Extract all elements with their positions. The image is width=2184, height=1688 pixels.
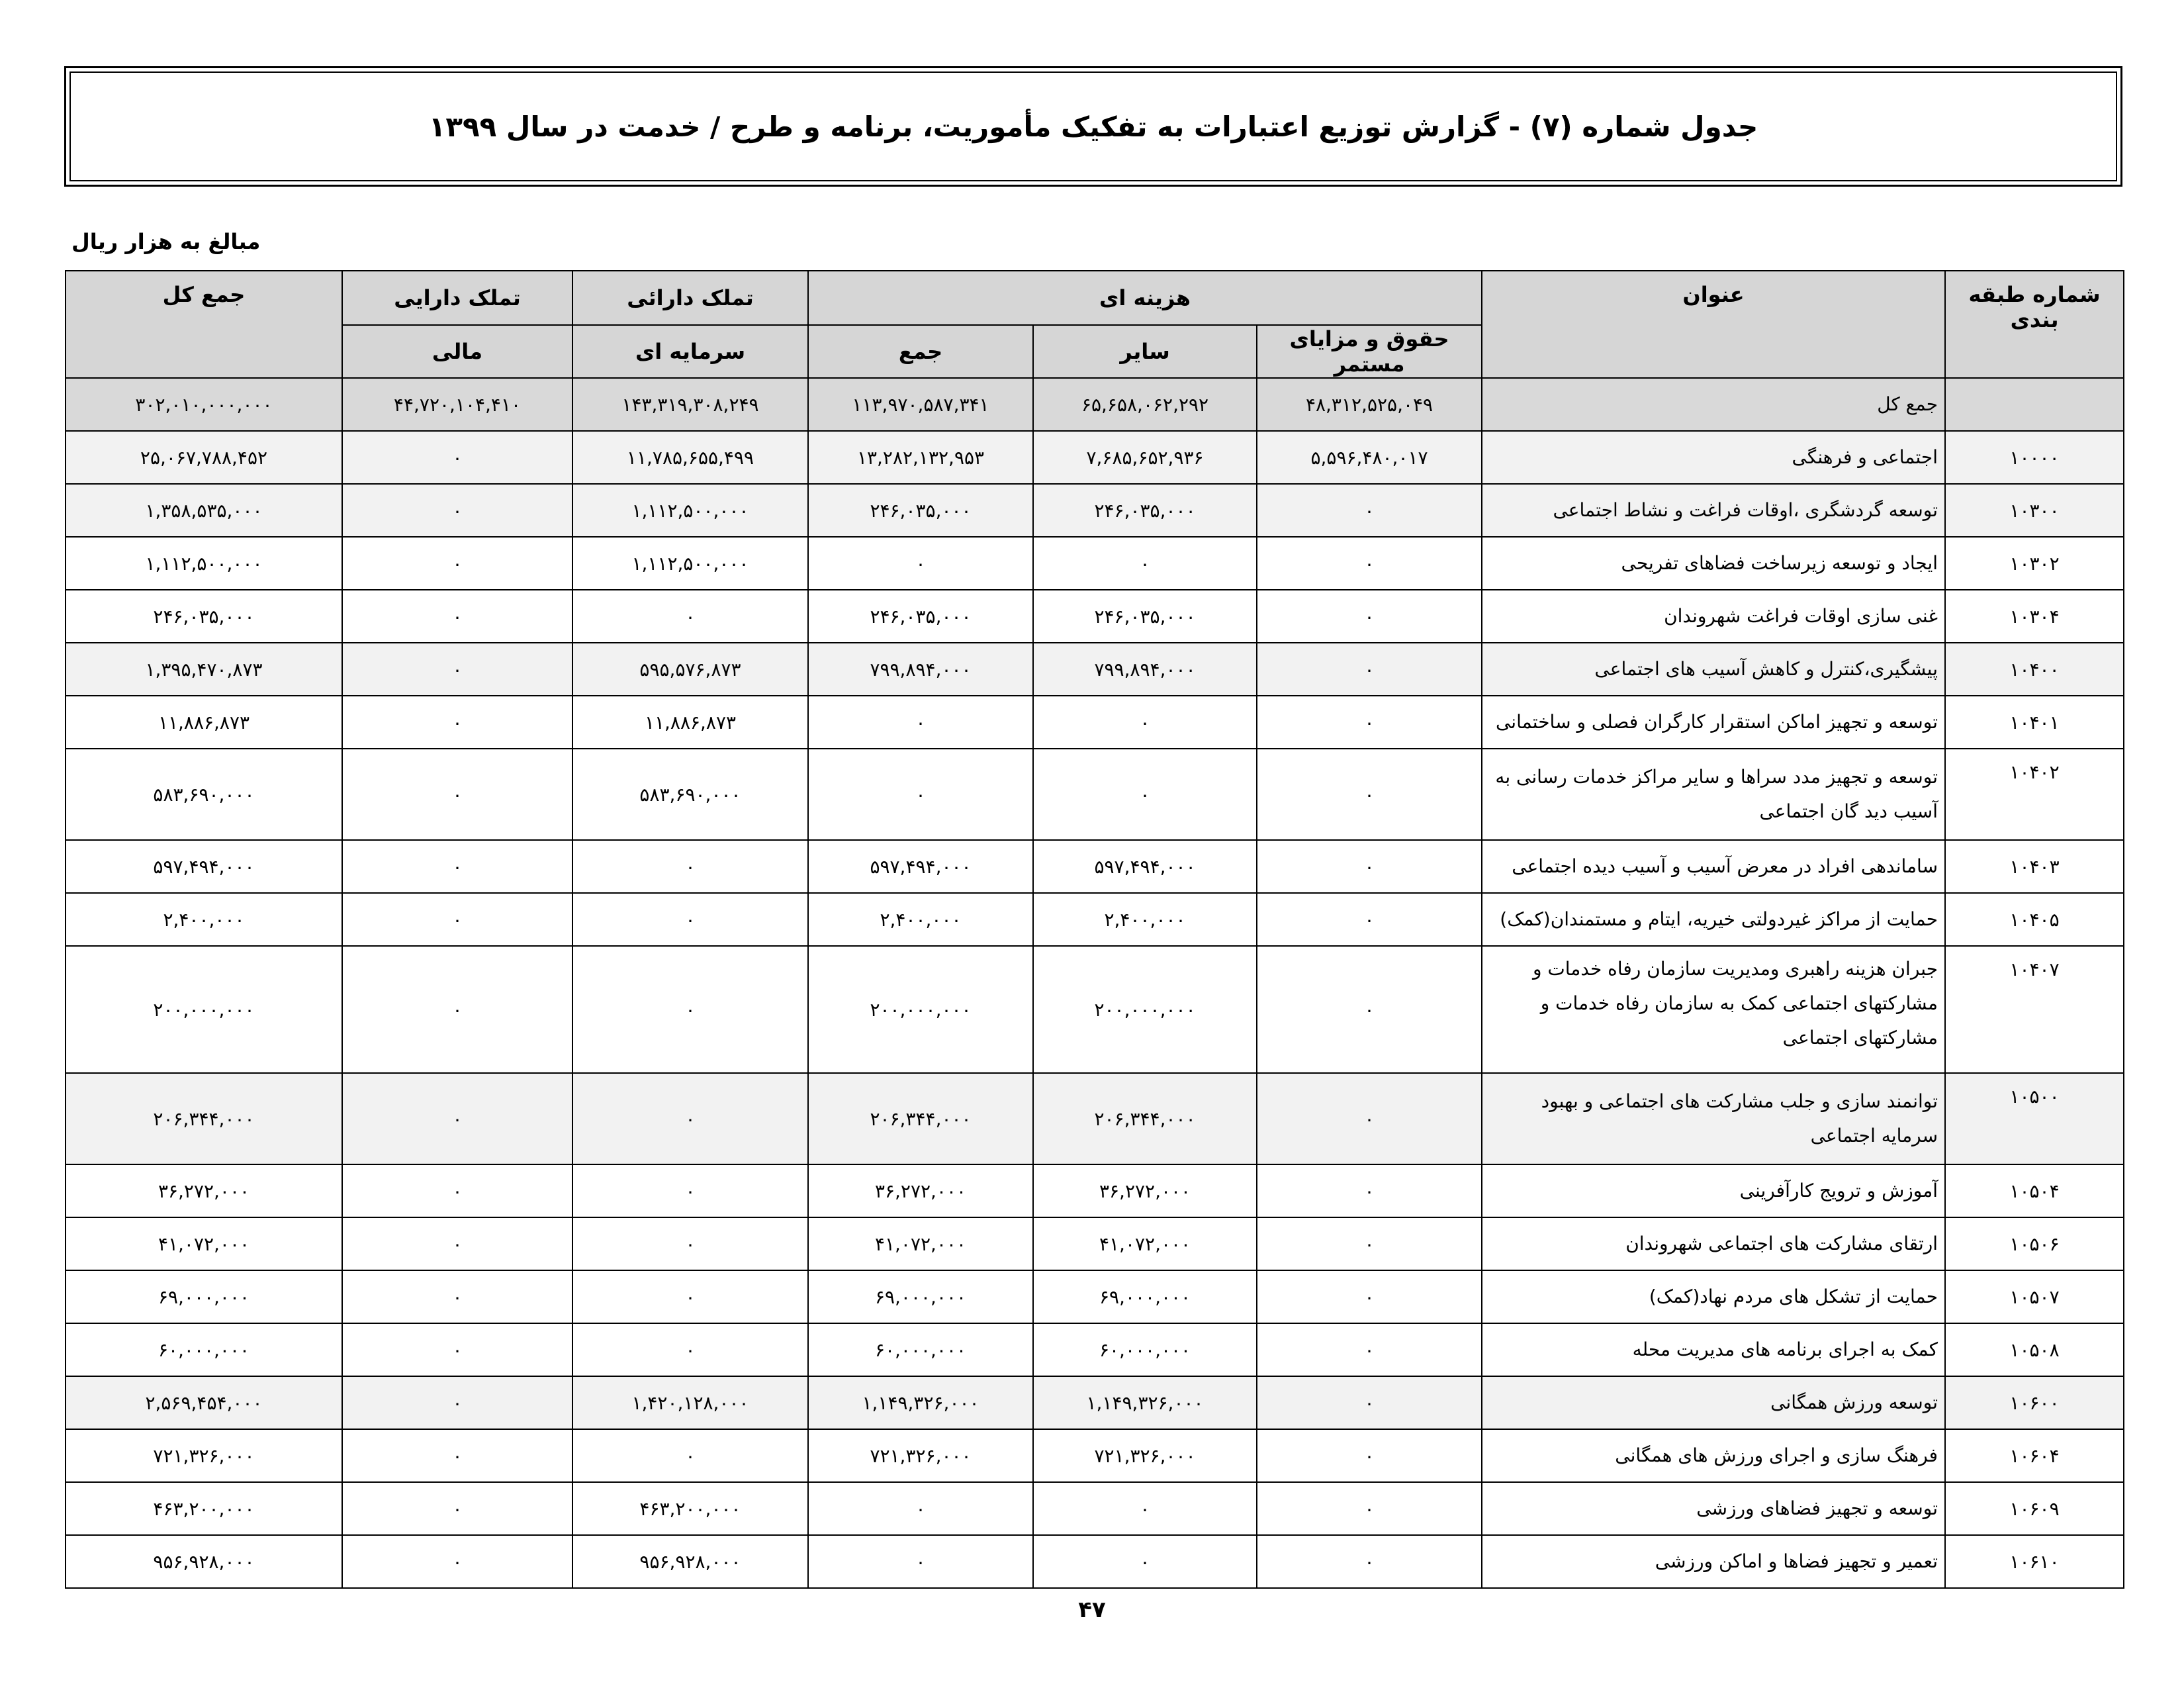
row-other: ۶۵,۶۵۸,۰۶۲,۲۹۲ [1033, 378, 1257, 431]
row-other: ۰ [1033, 1482, 1257, 1535]
row-code: ۱۰۴۰۱ [1945, 696, 2124, 749]
row-salaries: ۰ [1257, 1323, 1482, 1376]
row-other: ۲۰۶,۳۴۴,۰۰۰ [1033, 1073, 1257, 1164]
row-capital: ۰ [572, 1164, 808, 1217]
row-other: ۲۴۶,۰۳۵,۰۰۰ [1033, 484, 1257, 537]
row-capital: ۰ [572, 840, 808, 893]
row-salaries: ۰ [1257, 749, 1482, 840]
row-capital: ۱,۱۱۲,۵۰۰,۰۰۰ [572, 537, 808, 590]
table-row [66, 893, 2124, 946]
row-code: ۱۰۳۰۰ [1945, 484, 2124, 537]
row-code: ۱۰۴۰۰ [1945, 643, 2124, 696]
row-title: توسعه ورزش همگانی [1482, 1376, 1945, 1429]
row-capital: ۰ [572, 893, 808, 946]
row-expense-sum: ۷۹۹,۸۹۴,۰۰۰ [808, 643, 1033, 696]
row-salaries: ۰ [1257, 1217, 1482, 1270]
row-financial: ۰ [342, 840, 572, 893]
row-expense-sum: ۶۰,۰۰۰,۰۰۰ [808, 1323, 1033, 1376]
row-salaries: ۰ [1257, 946, 1482, 1073]
row-financial: ۰ [342, 431, 572, 484]
row-total: ۲,۴۰۰,۰۰۰ [66, 893, 342, 946]
unit-note: مبالغ به هزار ریال [71, 229, 261, 254]
row-total: ۹۵۶,۹۲۸,۰۰۰ [66, 1535, 342, 1588]
row-expense-sum: ۱,۱۴۹,۳۲۶,۰۰۰ [808, 1376, 1033, 1429]
row-title: حمایت از تشکل های مردم نهاد(کمک) [1482, 1270, 1945, 1323]
header-other: سایر [1033, 325, 1257, 378]
row-title: توسعه و تجهیز مدد سراها و سایر مراکز خدمات رسانی به آسیب دید گان اجتماعی [1482, 749, 1945, 840]
row-title: توانمند سازی و جلب مشارکت های اجتماعی و بهبود سرمایه اجتماعی [1482, 1073, 1945, 1164]
row-other: ۰ [1033, 1535, 1257, 1588]
row-salaries: ۰ [1257, 1429, 1482, 1482]
row-code [1945, 378, 2124, 431]
header-expense-sum: جمع [808, 325, 1033, 378]
row-code: ۱۰۶۰۴ [1945, 1429, 2124, 1482]
row-code: ۱۰۴۰۲ [1945, 749, 2124, 840]
row-other: ۷۹۹,۸۹۴,۰۰۰ [1033, 643, 1257, 696]
header-financial-bottom: مالی [342, 325, 572, 378]
table-row [66, 840, 2124, 893]
row-expense-sum: ۷۲۱,۳۲۶,۰۰۰ [808, 1429, 1033, 1482]
row-financial: ۰ [342, 484, 572, 537]
header-name: عنوان [1482, 271, 1945, 378]
row-expense-sum: ۰ [808, 749, 1033, 840]
row-title: پیشگیری،کنترل و کاهش آسیب های اجتماعی [1482, 643, 1945, 696]
row-expense-sum: ۰ [808, 696, 1033, 749]
row-other: ۱,۱۴۹,۳۲۶,۰۰۰ [1033, 1376, 1257, 1429]
row-code: ۱۰۴۰۵ [1945, 893, 2124, 946]
row-capital: ۱۱,۷۸۵,۶۵۵,۴۹۹ [572, 431, 808, 484]
row-expense-sum: ۲۰۰,۰۰۰,۰۰۰ [808, 946, 1033, 1073]
row-financial: ۰ [342, 1323, 572, 1376]
budget-table [65, 270, 2124, 1589]
row-total: ۲۴۶,۰۳۵,۰۰۰ [66, 590, 342, 643]
row-capital: ۰ [572, 1270, 808, 1323]
table-row [66, 749, 2124, 840]
row-title: توسعه و تجهیز اماکن استقرار کارگران فصلی و ساختمانی [1482, 696, 1945, 749]
row-other: ۷۲۱,۳۲۶,۰۰۰ [1033, 1429, 1257, 1482]
row-total: ۳۶,۲۷۲,۰۰۰ [66, 1164, 342, 1217]
row-capital: ۰ [572, 1429, 808, 1482]
row-code: ۱۰۴۰۳ [1945, 840, 2124, 893]
row-expense-sum: ۱۱۳,۹۷۰,۵۸۷,۳۴۱ [808, 378, 1033, 431]
row-capital: ۱,۱۱۲,۵۰۰,۰۰۰ [572, 484, 808, 537]
row-total: ۲۰۰,۰۰۰,۰۰۰ [66, 946, 342, 1073]
table-row [66, 1073, 2124, 1164]
row-capital: ۵۸۳,۶۹۰,۰۰۰ [572, 749, 808, 840]
header-capital-bottom: سرمایه ای [572, 325, 808, 378]
row-salaries: ۰ [1257, 484, 1482, 537]
table-row [66, 946, 2124, 1073]
row-total: ۱,۳۵۸,۵۳۵,۰۰۰ [66, 484, 342, 537]
row-salaries: ۰ [1257, 1270, 1482, 1323]
row-capital: ۱۱,۸۸۶,۸۷۳ [572, 696, 808, 749]
row-other: ۰ [1033, 537, 1257, 590]
table-row [66, 537, 2124, 590]
table-row [66, 378, 2124, 431]
row-financial: ۰ [342, 1073, 572, 1164]
row-code: ۱۰۶۰۰ [1945, 1376, 2124, 1429]
row-title: کمک به اجرای برنامه های مدیریت محله [1482, 1323, 1945, 1376]
row-expense-sum: ۲۰۶,۳۴۴,۰۰۰ [808, 1073, 1033, 1164]
row-code: ۱۰۵۰۰ [1945, 1073, 2124, 1164]
row-total: ۴۱,۰۷۲,۰۰۰ [66, 1217, 342, 1270]
row-financial: ۰ [342, 1270, 572, 1323]
row-salaries: ۰ [1257, 643, 1482, 696]
row-financial: ۴۴,۷۲۰,۱۰۴,۴۱۰ [342, 378, 572, 431]
row-financial: ۰ [342, 537, 572, 590]
row-other: ۲۴۶,۰۳۵,۰۰۰ [1033, 590, 1257, 643]
row-code: ۱۰۳۰۲ [1945, 537, 2124, 590]
table-row [66, 1429, 2124, 1482]
row-expense-sum: ۴۱,۰۷۲,۰۰۰ [808, 1217, 1033, 1270]
page-title: جدول شماره (۷) - گزارش توزیع اعتبارات به تفکیک مأموریت، برنامه و طرح / خدمت در سال ۱۳۹۹ [428, 110, 1758, 143]
row-financial: ۰ [342, 1376, 572, 1429]
row-total: ۲,۵۶۹,۴۵۴,۰۰۰ [66, 1376, 342, 1429]
row-financial: ۰ [342, 643, 572, 696]
row-financial: ۰ [342, 590, 572, 643]
row-capital: ۱۴۳,۳۱۹,۳۰۸,۲۴۹ [572, 378, 808, 431]
table-row [66, 484, 2124, 537]
row-salaries: ۰ [1257, 1164, 1482, 1217]
row-code: ۱۰۳۰۴ [1945, 590, 2124, 643]
row-financial: ۰ [342, 1429, 572, 1482]
row-title: ایجاد و توسعه زیرساخت فضاهای تفریحی [1482, 537, 1945, 590]
row-salaries: ۰ [1257, 1073, 1482, 1164]
table-row [66, 1217, 2124, 1270]
header-financial-top: تملک دارایی [342, 271, 572, 325]
row-title: جمع کل [1482, 378, 1945, 431]
row-code: ۱۰۵۰۴ [1945, 1164, 2124, 1217]
row-total: ۱۱,۸۸۶,۸۷۳ [66, 696, 342, 749]
table-row [66, 696, 2124, 749]
row-financial: ۰ [342, 749, 572, 840]
row-code: ۱۰۴۰۷ [1945, 946, 2124, 1073]
header-code: شماره طبقه بندی [1945, 271, 2124, 378]
row-financial: ۰ [342, 946, 572, 1073]
header-total: جمع کل [66, 271, 342, 378]
row-total: ۲۵,۰۶۷,۷۸۸,۴۵۲ [66, 431, 342, 484]
table-row [66, 590, 2124, 643]
row-salaries: ۵,۵۹۶,۴۸۰,۰۱۷ [1257, 431, 1482, 484]
row-total: ۳۰۲,۰۱۰,۰۰۰,۰۰۰ [66, 378, 342, 431]
row-total: ۵۸۳,۶۹۰,۰۰۰ [66, 749, 342, 840]
row-salaries: ۰ [1257, 1535, 1482, 1588]
row-other: ۲,۴۰۰,۰۰۰ [1033, 893, 1257, 946]
header-capital-top: تملک دارائی [572, 271, 808, 325]
row-salaries: ۰ [1257, 537, 1482, 590]
row-total: ۴۶۳,۲۰۰,۰۰۰ [66, 1482, 342, 1535]
header-expense: هزینه ای [808, 271, 1482, 325]
row-salaries: ۰ [1257, 1376, 1482, 1429]
row-total: ۷۲۱,۳۲۶,۰۰۰ [66, 1429, 342, 1482]
table-row [66, 643, 2124, 696]
row-other: ۳۶,۲۷۲,۰۰۰ [1033, 1164, 1257, 1217]
row-capital: ۰ [572, 1217, 808, 1270]
row-expense-sum: ۲,۴۰۰,۰۰۰ [808, 893, 1033, 946]
row-other: ۵۹۷,۴۹۴,۰۰۰ [1033, 840, 1257, 893]
row-total: ۶۰,۰۰۰,۰۰۰ [66, 1323, 342, 1376]
row-capital: ۰ [572, 1323, 808, 1376]
table-row [66, 431, 2124, 484]
row-total: ۱,۳۹۵,۴۷۰,۸۷۳ [66, 643, 342, 696]
row-expense-sum: ۲۴۶,۰۳۵,۰۰۰ [808, 484, 1033, 537]
row-financial: ۰ [342, 1164, 572, 1217]
row-other: ۰ [1033, 696, 1257, 749]
table-row [66, 1164, 2124, 1217]
table-row [66, 1270, 2124, 1323]
row-total: ۲۰۶,۳۴۴,۰۰۰ [66, 1073, 342, 1164]
row-financial: ۰ [342, 1482, 572, 1535]
row-title: اجتماعی و فرهنگی [1482, 431, 1945, 484]
table-row [66, 1376, 2124, 1429]
row-expense-sum: ۳۶,۲۷۲,۰۰۰ [808, 1164, 1033, 1217]
row-other: ۶۹,۰۰۰,۰۰۰ [1033, 1270, 1257, 1323]
row-expense-sum: ۲۴۶,۰۳۵,۰۰۰ [808, 590, 1033, 643]
row-code: ۱۰۰۰۰ [1945, 431, 2124, 484]
row-total: ۶۹,۰۰۰,۰۰۰ [66, 1270, 342, 1323]
row-code: ۱۰۵۰۸ [1945, 1323, 2124, 1376]
row-other: ۶۰,۰۰۰,۰۰۰ [1033, 1323, 1257, 1376]
row-other: ۷,۶۸۵,۶۵۲,۹۳۶ [1033, 431, 1257, 484]
row-salaries: ۰ [1257, 840, 1482, 893]
page-number: ۴۷ [1078, 1597, 1106, 1623]
row-title: تعمیر و تجهیز فضاها و اماکن ورزشی [1482, 1535, 1945, 1588]
row-code: ۱۰۵۰۶ [1945, 1217, 2124, 1270]
row-title: غنی سازی اوقات فراغت شهروندان [1482, 590, 1945, 643]
row-code: ۱۰۶۰۹ [1945, 1482, 2124, 1535]
row-capital: ۹۵۶,۹۲۸,۰۰۰ [572, 1535, 808, 1588]
title-box [64, 66, 2122, 187]
row-salaries: ۴۸,۳۱۲,۵۲۵,۰۴۹ [1257, 378, 1482, 431]
row-title: توسعه و تجهیز فضاهای ورزشی [1482, 1482, 1945, 1535]
row-title: ساماندهی افراد در معرض آسیب و آسیب دیده اجتماعی [1482, 840, 1945, 893]
row-salaries: ۰ [1257, 590, 1482, 643]
row-other: ۰ [1033, 749, 1257, 840]
row-title: ارتقای مشارکت های اجتماعی شهروندان [1482, 1217, 1945, 1270]
row-expense-sum: ۱۳,۲۸۲,۱۳۲,۹۵۳ [808, 431, 1033, 484]
header-salaries: حقوق و مزایای مستمر [1257, 325, 1482, 378]
row-salaries: ۰ [1257, 1482, 1482, 1535]
row-capital: ۵۹۵,۵۷۶,۸۷۳ [572, 643, 808, 696]
row-expense-sum: ۰ [808, 537, 1033, 590]
row-other: ۴۱,۰۷۲,۰۰۰ [1033, 1217, 1257, 1270]
row-expense-sum: ۶۹,۰۰۰,۰۰۰ [808, 1270, 1033, 1323]
row-title: حمایت از مراکز غیردولتی خیریه، ایتام و مستمندان(کمک) [1482, 893, 1945, 946]
table-row [66, 1535, 2124, 1588]
table-row [66, 1482, 2124, 1535]
row-financial: ۰ [342, 1535, 572, 1588]
row-title: جبران هزینه راهبری ومدیریت سازمان رفاه خدمات و مشارکتهای اجتماعی کمک به سازمان رفاه خدمات و مشارکتهای اجتماعی [1482, 946, 1945, 1073]
row-total: ۵۹۷,۴۹۴,۰۰۰ [66, 840, 342, 893]
row-salaries: ۰ [1257, 893, 1482, 946]
row-capital: ۴۶۳,۲۰۰,۰۰۰ [572, 1482, 808, 1535]
row-title: توسعه گردشگری ،اوقات فراغت و نشاط اجتماعی [1482, 484, 1945, 537]
row-capital: ۱,۴۲۰,۱۲۸,۰۰۰ [572, 1376, 808, 1429]
row-financial: ۰ [342, 696, 572, 749]
row-expense-sum: ۰ [808, 1482, 1033, 1535]
row-capital: ۰ [572, 946, 808, 1073]
row-total: ۱,۱۱۲,۵۰۰,۰۰۰ [66, 537, 342, 590]
row-salaries: ۰ [1257, 696, 1482, 749]
row-financial: ۰ [342, 1217, 572, 1270]
row-capital: ۰ [572, 1073, 808, 1164]
row-other: ۲۰۰,۰۰۰,۰۰۰ [1033, 946, 1257, 1073]
row-code: ۱۰۵۰۷ [1945, 1270, 2124, 1323]
row-code: ۱۰۶۱۰ [1945, 1535, 2124, 1588]
row-capital: ۰ [572, 590, 808, 643]
table-row [66, 1323, 2124, 1376]
row-expense-sum: ۰ [808, 1535, 1033, 1588]
row-expense-sum: ۵۹۷,۴۹۴,۰۰۰ [808, 840, 1033, 893]
row-title: فرهنگ سازی و اجرای ورزش های همگانی [1482, 1429, 1945, 1482]
row-title: آموزش و ترویج کارآفرینی [1482, 1164, 1945, 1217]
row-financial: ۰ [342, 893, 572, 946]
